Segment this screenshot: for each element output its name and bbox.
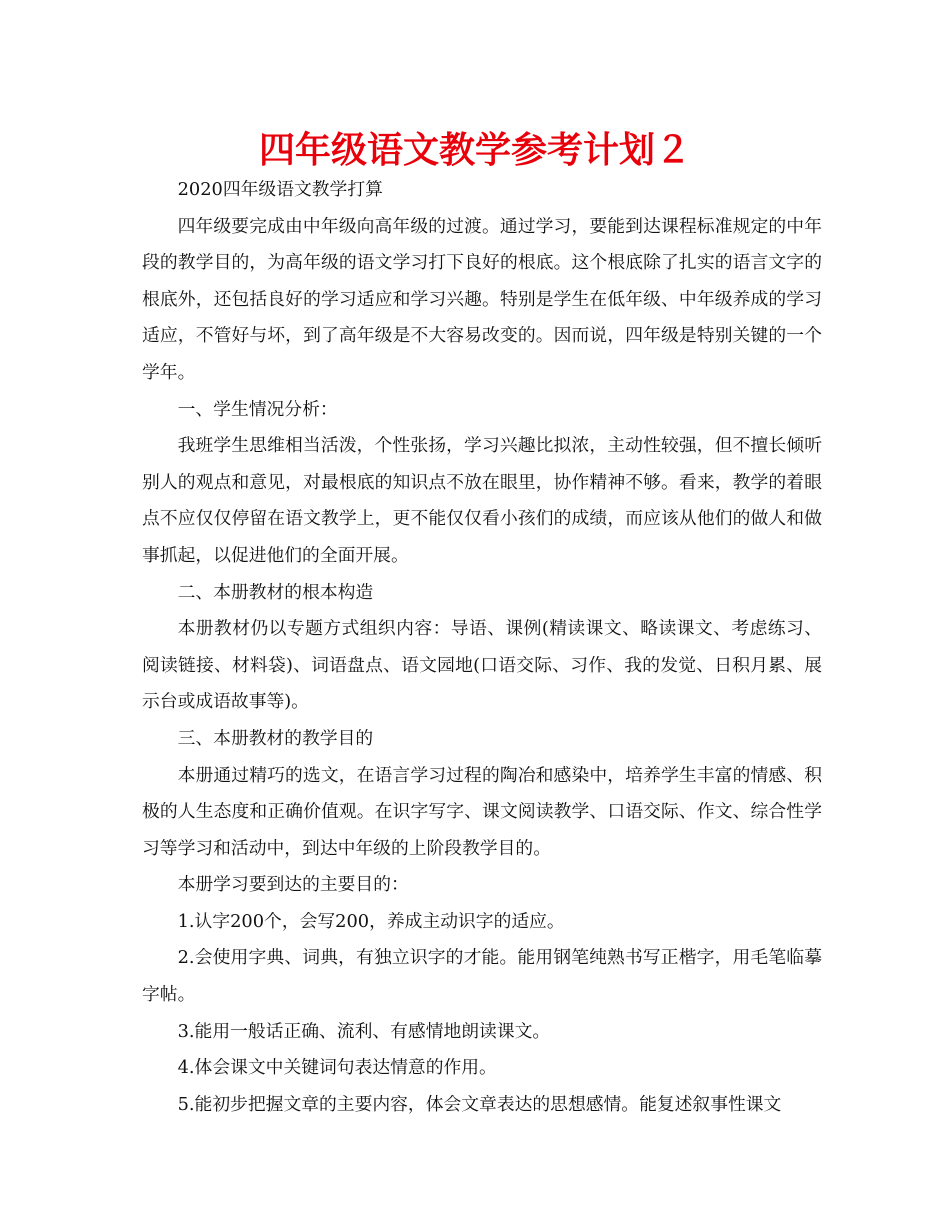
section-heading-textbook-structure: 二、本册教材的根本构造 [177, 581, 374, 603]
textbook-structure-paragraph: 本册教材仍以专题方式组织内容：导语、课例(精读课文、略读课文、考虑练习、阅读链接、材料袋)、词语盘点、语文园地(口语交际、习作、我的发觉、日积月累、展示台或成语故事等)。 [142, 618, 822, 713]
intro-paragraph: 四年级要完成由中年级向高年级的过渡。通过学习，要能到达课程标准规定的中年段的教学目的，为高年级的语文学习打下良好的根底。这个根底除了扎实的语言文字的根底外，还包括良好的学习适应和学习兴趣。特别是学生在低年级、中年级养成的学习适应，不管好与坏，到了高年级是不大容易改变的。因而说，四年级是特别关键的一个学年。 [142, 215, 822, 383]
document-title: 四年级语文教学参考计划２ [258, 130, 691, 171]
goal-item-1: 1.认字200个，会写200，养成主动识字的适应。 [177, 910, 565, 932]
plan-subtitle: 2020四年级语文教学打算 [177, 179, 383, 200]
goal-item-3: 3.能用一般话正确、流利、有感情地朗读课文。 [177, 1020, 551, 1042]
goal-item-5: 5.能初步把握文章的主要内容，体会文章表达的思想感情。能复述叙事性课文 [177, 1093, 782, 1115]
section-heading-student-analysis: 一、学生情况分析： [177, 398, 338, 420]
teaching-goals-paragraph: 本册通过精巧的选文，在语言学习过程的陶冶和感染中，培养学生丰富的情感、积极的人生态度和正确价值观。在识字写字、课文阅读教学、口语交际、作文、综合性学习等学习和活动中，到达中年级的上阶段教学目的。 [142, 764, 822, 859]
student-analysis-paragraph: 我班学生思维相当活泼，个性张扬，学习兴趣比拟浓，主动性较强，但不擅长倾听别人的观点和意见，对最根底的知识点不放在眼里，协作精神不够。看来，教学的着眼点不应仅仅停留在语文教学上，更不能仅仅看小孩们的成绩，而应该从他们的做人和做事抓起，以促进他们的全面开展。 [142, 435, 822, 566]
main-goals-heading: 本册学习要到达的主要目的： [177, 874, 409, 896]
goal-item-4: 4.体会课文中关键词句表达情意的作用。 [177, 1057, 497, 1079]
goal-item-2: 2.会使用字典、词典，有独立识字的才能。能用钢笔纯熟书写正楷字，用毛笔临摹字帖。 [142, 947, 822, 1006]
document-body [142, 172, 822, 1123]
section-heading-teaching-goals: 三、本册教材的教学目的 [177, 727, 374, 749]
